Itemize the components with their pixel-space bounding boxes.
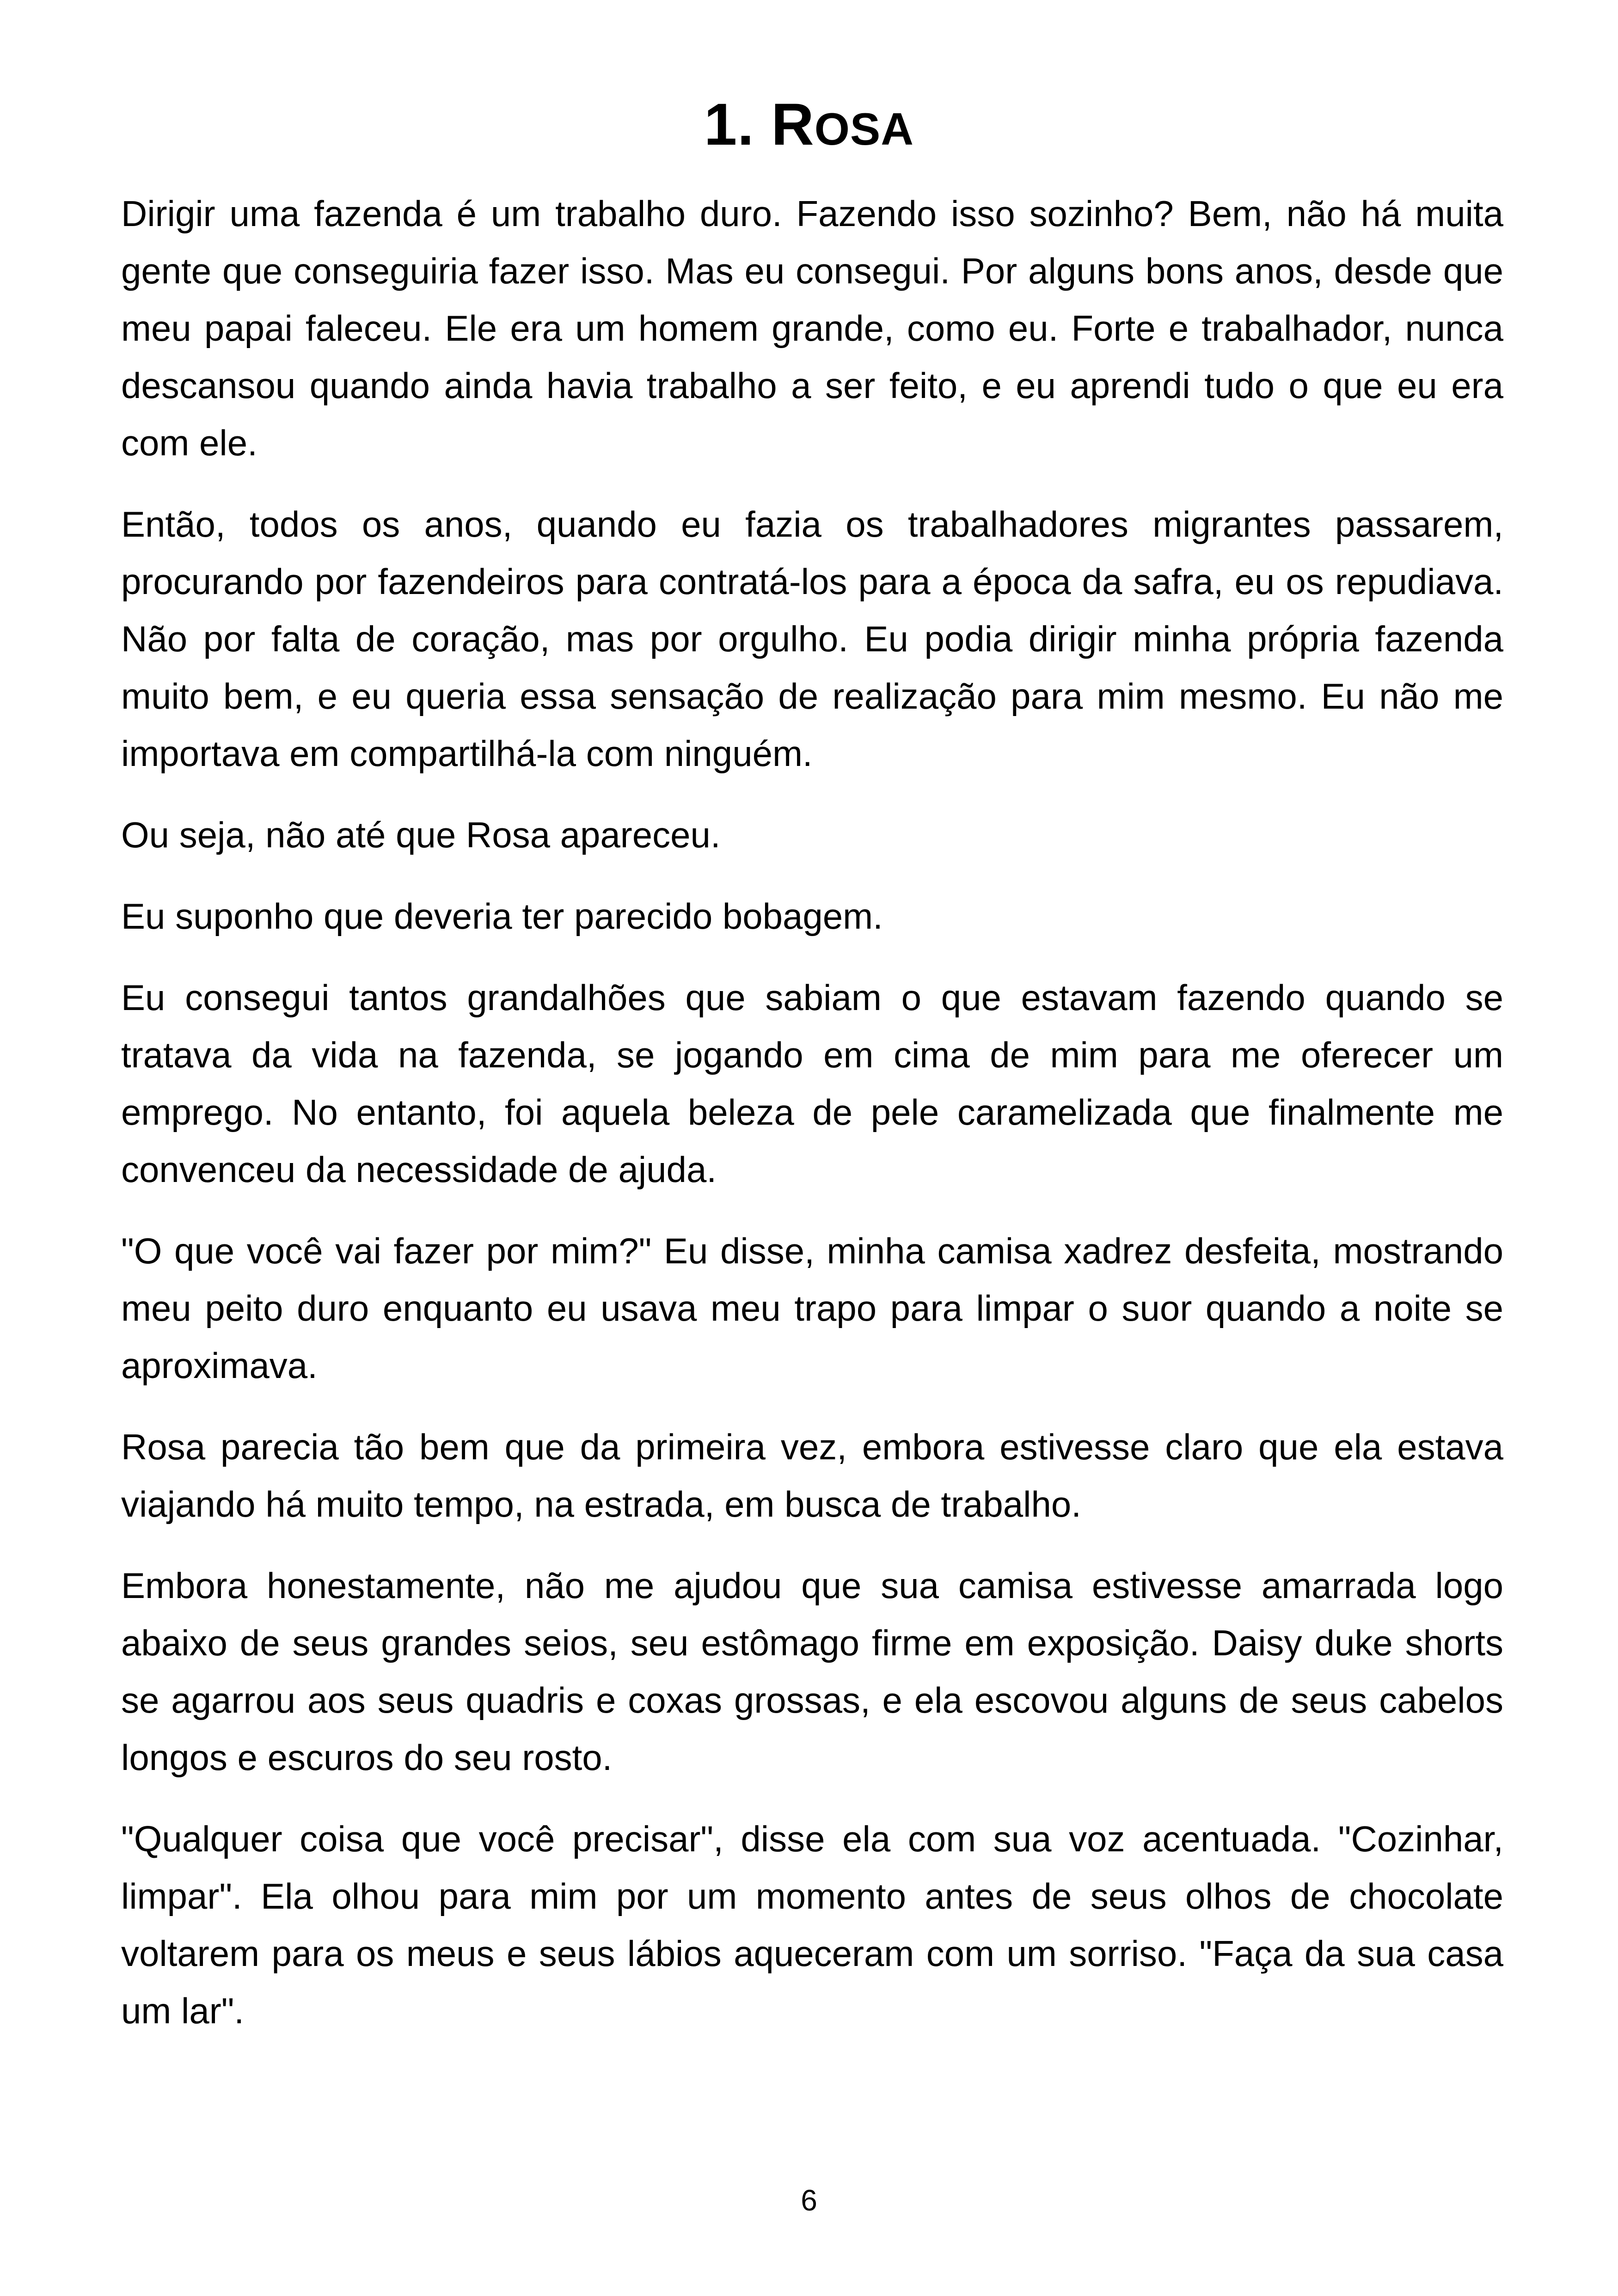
paragraph: Então, todos os anos, quando eu fazia os trabalhadores migrantes passarem, procurando por fazendeiros para contratá-los para a época da safra, eu os repudiava. Não por falta de coração, mas por orgulho. Eu podia dirigir minha própria fazenda muito bem, e eu queria essa sensação de realização para mim mesmo. Eu não me importava em compartilhá-la com ninguém. [121,504,1503,774]
chapter-title-initial: R [771,92,815,158]
page-number: 6 [801,2184,817,2217]
paragraph: Eu suponho que deveria ter parecido bobagem. [121,896,883,937]
chapter-body [121,185,1503,2063]
chapter-title-rest: OSA [814,104,914,154]
paragraph: Eu consegui tantos grandalhões que sabiam o que estavam fazendo quando se tratava da vida na fazenda, se jogando em cima de mim para me oferecer um emprego. No entanto, foi aquela beleza de pele caramelizada que finalmente me convenceu da necessidade de ajuda. [121,977,1503,1190]
paragraph: Embora honestamente, não me ajudou que sua camisa estivesse amarrada logo abaixo de seus grandes seios, seu estômago firme em exposição. Daisy duke shorts se agarrou aos seus quadris e coxas grossas, e ela escovou alguns de seus cabelos longos e escuros do seu rosto. [121,1565,1503,1778]
chapter-number: 1. [704,92,754,158]
paragraph: "Qualquer coisa que você precisar", disse ela com sua voz acentuada. "Cozinhar, limpar". Ela olhou para mim por um momento antes de seus olhos de chocolate voltarem para os meus e seus lábios aqueceram com um sorriso. "Faça da sua casa um lar". [121,1818,1503,2031]
paragraph: Rosa parecia tão bem que da primeira vez, embora estivesse claro que ela estava viajando há muito tempo, na estrada, em busca de trabalho. [121,1427,1503,1525]
paragraph: Dirigir uma fazenda é um trabalho duro. Fazendo isso sozinho? Bem, não há muita gente que conseguiria fazer isso. Mas eu consegui. Por alguns bons anos, desde que meu papai faleceu. Ele era um homem grande, como eu. Forte e trabalhador, nunca descansou quando ainda havia trabalho a ser feito, e eu aprendi tudo o que eu era com ele. [121,193,1503,463]
chapter-title [0,88,1618,166]
paragraph: Ou seja, não até que Rosa apareceu. [121,814,721,855]
paragraph: "O que você vai fazer por mim?" Eu disse, minha camisa xadrez desfeita, mostrando meu peito duro enquanto eu usava meu trapo para limpar o suor quando a noite se aproximava. [121,1231,1503,1386]
